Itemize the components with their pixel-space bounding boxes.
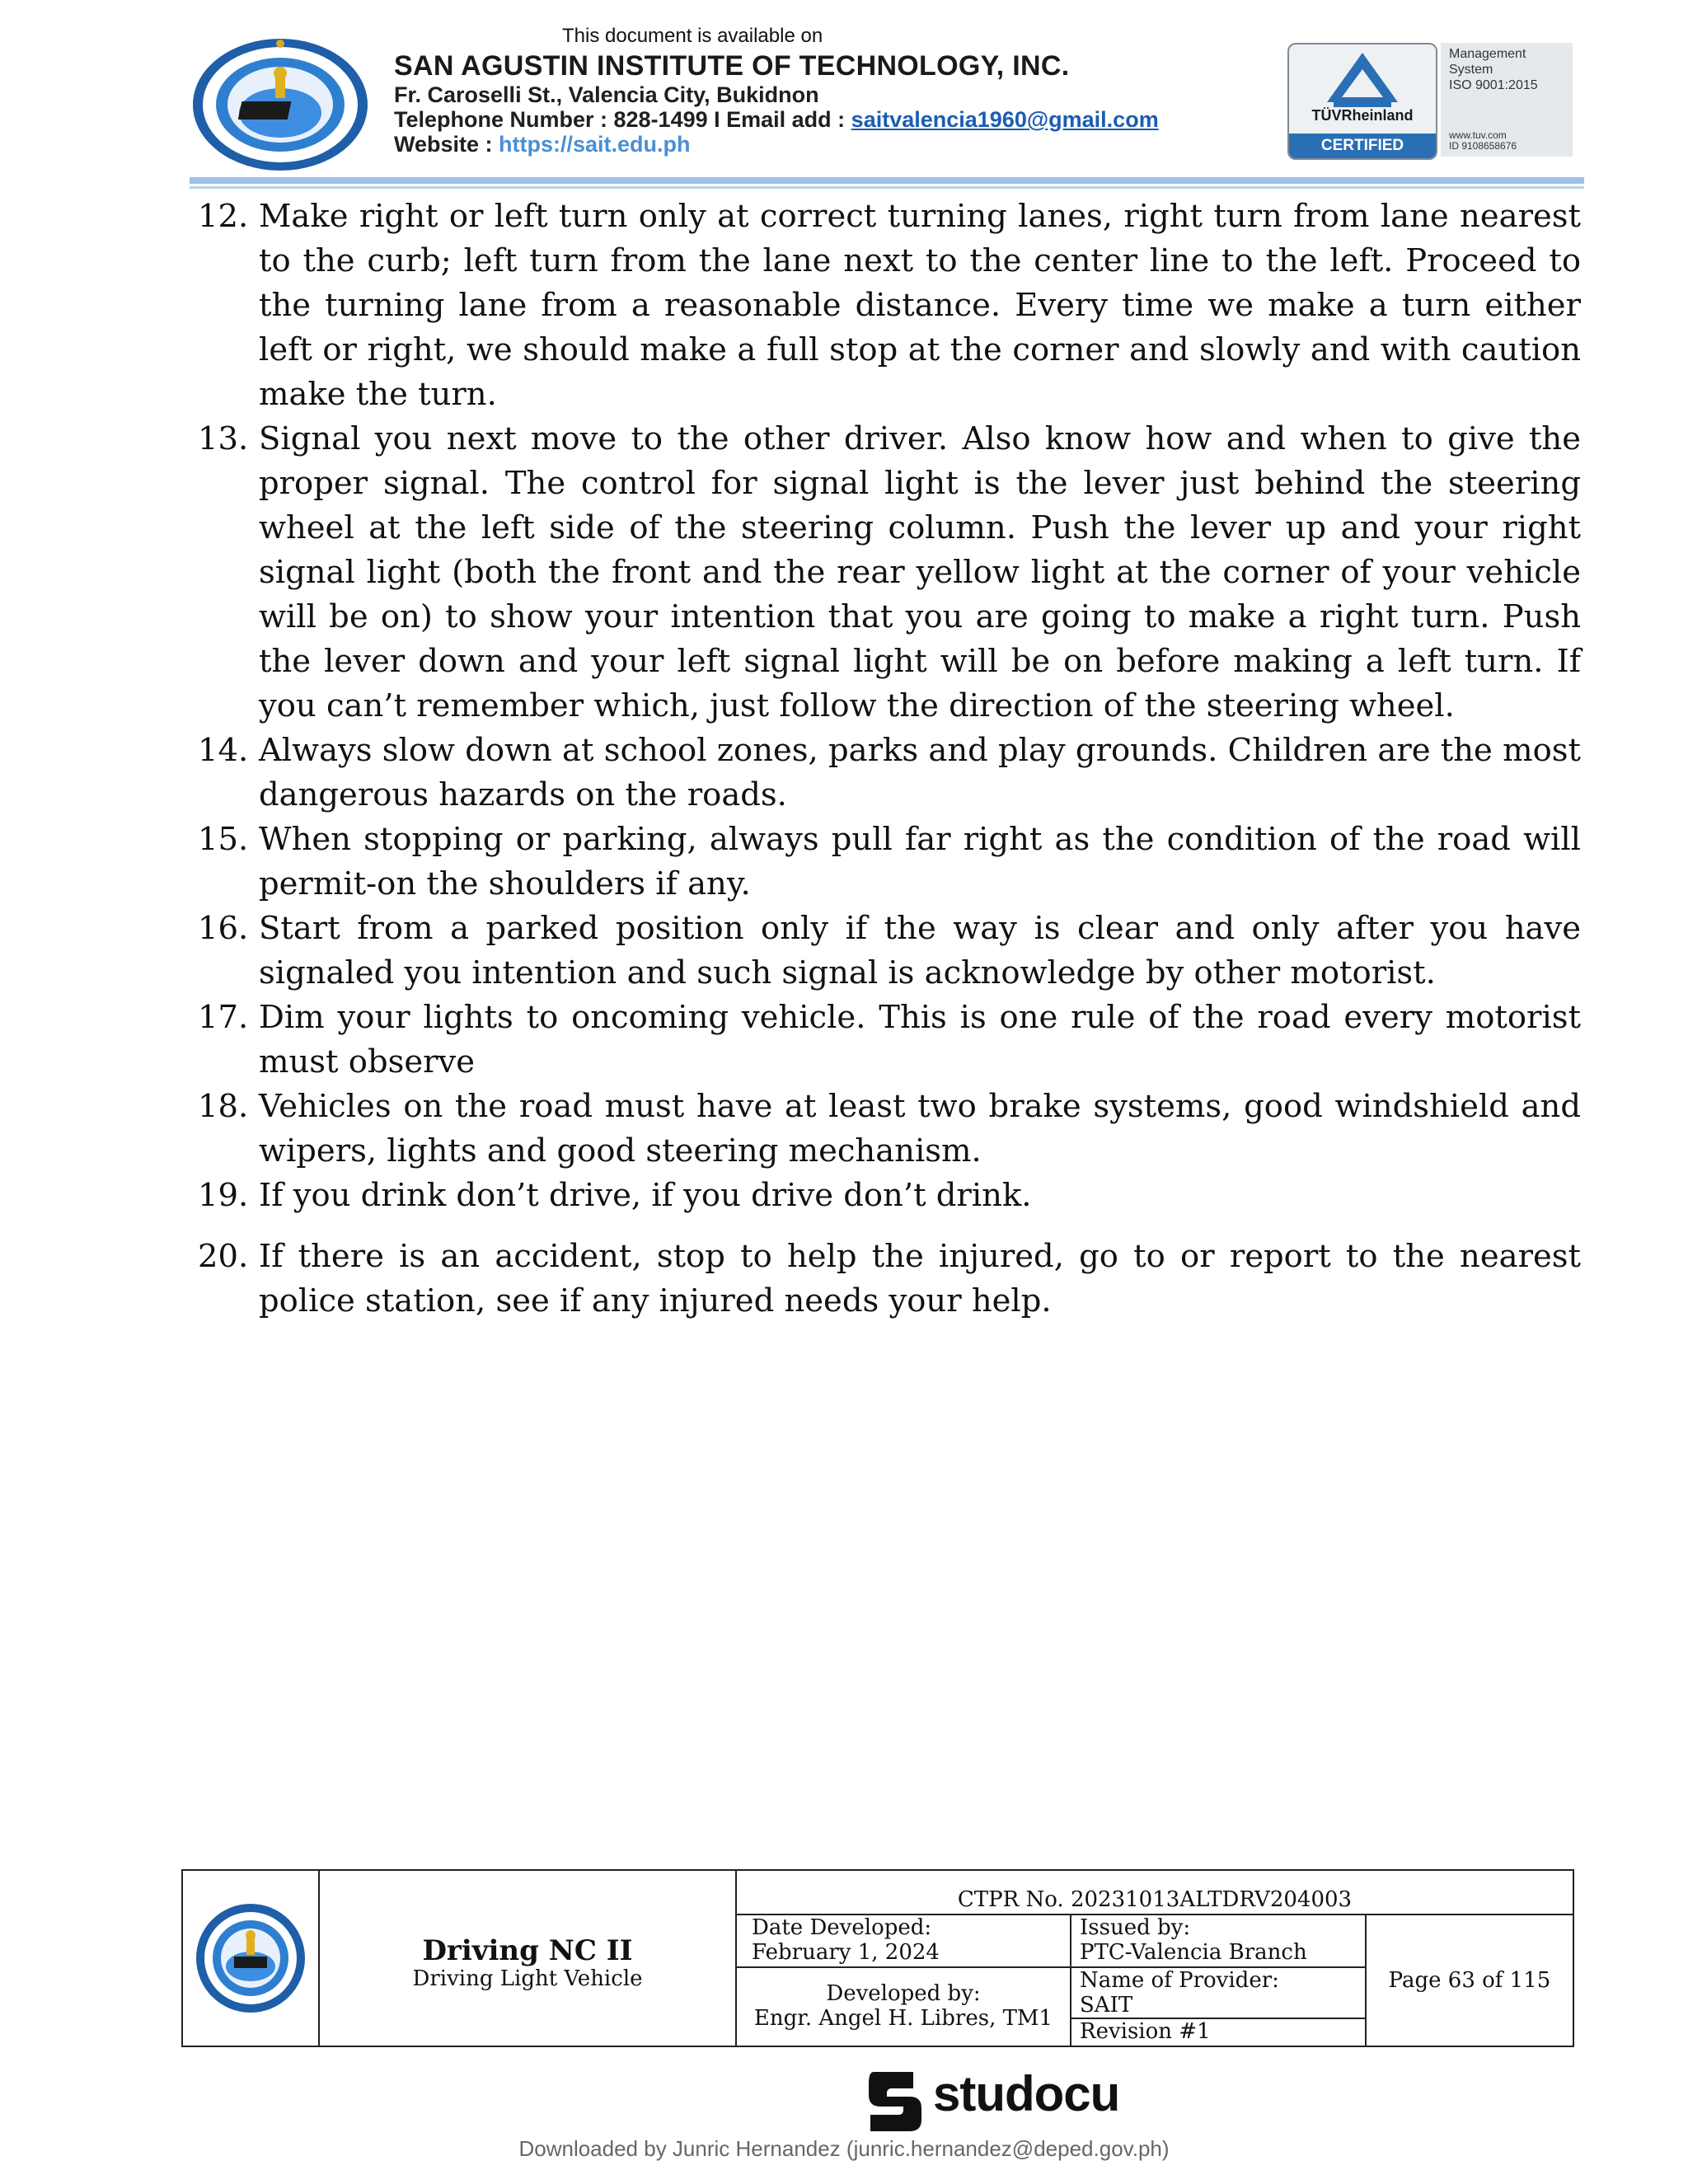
mgmt-line: ISO 9001:2015 [1449, 78, 1538, 92]
website-label: Website : [394, 132, 499, 157]
item-text: When stopping or parking, always pull far right as the condition of the road will permit-on the shoulders if any. [259, 821, 1581, 902]
list-item [198, 1085, 1581, 1174]
course-subtitle: Driving Light Vehicle [412, 1966, 643, 1991]
table-divider [1070, 1914, 1071, 2046]
developed-by [737, 1981, 1070, 2031]
tuv-id [1449, 130, 1517, 152]
rules-list [198, 194, 1581, 1324]
date-developed [752, 1915, 1065, 1965]
course-title: Driving NC II [422, 1934, 633, 1967]
tuv-triangle-icon [1289, 45, 1436, 110]
date-label: Date Developed: [752, 1915, 932, 1940]
tuv-id-number: ID 9108658676 [1449, 140, 1517, 152]
mgmt-line: Management [1449, 47, 1526, 61]
header-rule [190, 177, 1584, 184]
list-item [198, 1235, 1581, 1324]
item-number: 17. [198, 999, 249, 1036]
provider [1080, 1968, 1360, 2018]
studocu-brand[interactable]: studocu [933, 2066, 1120, 2121]
item-text: If there is an accident, stop to help the injured, go to or report to the nearest police station, see if any injured needs your help. [259, 1238, 1581, 1319]
studocu-logo-icon [864, 2069, 926, 2133]
management-system-label [1441, 43, 1573, 157]
downloaded-by-text: Downloaded by Junric Hernandez (junric.hernandez@deped.gov.ph) [518, 2136, 1170, 2161]
list-item [198, 417, 1581, 729]
item-text: Always slow down at school zones, parks and play grounds. Children are the most dangerous hazards on the roads. [259, 732, 1581, 813]
footer-seal-logo [191, 1902, 310, 2014]
item-text: Signal you next move to the other driver. Also know how and when to give the proper signal. The control for signal light is the lever just behind the steering wheel at the left side of the steering column. Push the lever up and your right signal light (both the front and the rear yellow light at the corner of your vehicle will be on) to show your intention that you are going to make a right turn. Push the lever down and your left signal light will be on before making a left turn. If you can’t remember which, just follow the direction of the steering wheel. [259, 420, 1581, 724]
provider-label: Name of Provider: [1080, 1968, 1279, 1993]
item-number: 20. [198, 1238, 249, 1275]
list-item [198, 818, 1581, 907]
item-number: 14. [198, 732, 249, 769]
institution-address: Fr. Caroselli St., Valencia City, Bukidnon [394, 82, 819, 107]
ctpr-number: CTPR No. 20231013ALTDRV204003 [957, 1887, 1353, 1912]
page-number: Page 63 of 115 [1388, 1968, 1551, 1993]
header-rule-thin [190, 186, 1584, 189]
institution-info [394, 49, 1159, 157]
item-text: Dim your lights to oncoming vehicle. This is one rule of the road every motorist must observe [259, 999, 1581, 1080]
institution-website [394, 132, 1159, 157]
item-text: Make right or left turn only at correct turning lanes, right turn from lane nearest to the curb; left turn from the lane next to the center line to the left. Proceed to the turning lane from a reasonable distance. Every time we make a turn either left or right, we should make a full stop at the corner and slowly and with caution make the turn. [259, 198, 1581, 413]
item-number: 16. [198, 910, 249, 947]
list-item [198, 194, 1581, 417]
item-number: 12. [198, 198, 249, 235]
institution-name: SAN AGUSTIN INSTITUTE OF TECHNOLOGY, INC. [394, 50, 1070, 82]
institution-seal-logo [190, 37, 371, 173]
tuv-url: www.tuv.com [1449, 129, 1507, 141]
tuv-certified-badge [1287, 43, 1437, 160]
item-text: If you drink don’t drive, if you drive don’t drink. [259, 1177, 1032, 1214]
developed-label: Developed by: [826, 1981, 981, 2006]
issued-label: Issued by: [1080, 1915, 1191, 1940]
availability-text: This document is available on [562, 25, 823, 47]
tuv-brand-text: TÜVRheinland [1311, 107, 1414, 124]
item-number: 13. [198, 420, 249, 457]
list-item [198, 907, 1581, 996]
date-value: February 1, 2024 [752, 1940, 940, 1965]
list-item [198, 996, 1581, 1085]
mgmt-line: System [1449, 63, 1493, 77]
page-header [190, 33, 1584, 190]
website-link[interactable]: https://sait.edu.ph [499, 132, 691, 157]
issued-by [1080, 1915, 1360, 1965]
item-number: 19. [198, 1177, 249, 1214]
revision-number: Revision #1 [1080, 2019, 1211, 2044]
item-number: 15. [198, 821, 249, 858]
telephone-text: Telephone Number : 828-1499 I Email add : [394, 107, 851, 132]
issued-value: PTC-Valencia Branch [1080, 1940, 1307, 1965]
item-text: Vehicles on the road must have at least two brake systems, good windshield and wipers, lights and good steering mechanism. [259, 1088, 1581, 1169]
list-item [198, 1174, 1581, 1218]
developed-value: Engr. Angel H. Libres, TM1 [753, 2006, 1053, 2031]
tuv-certified-text: CERTIFIED [1289, 134, 1436, 158]
item-text: Start from a parked position only if the way is clear and only after you have signaled you intention and such signal is acknowledge by other motorist. [259, 910, 1581, 991]
institution-contact [394, 107, 1159, 132]
course-info [320, 1935, 735, 1991]
document-info-table [181, 1869, 1574, 2047]
list-item [198, 729, 1581, 818]
provider-value: SAIT [1080, 1993, 1133, 2018]
item-number: 18. [198, 1088, 249, 1125]
email-link[interactable]: saitvalencia1960@gmail.com [851, 107, 1159, 132]
